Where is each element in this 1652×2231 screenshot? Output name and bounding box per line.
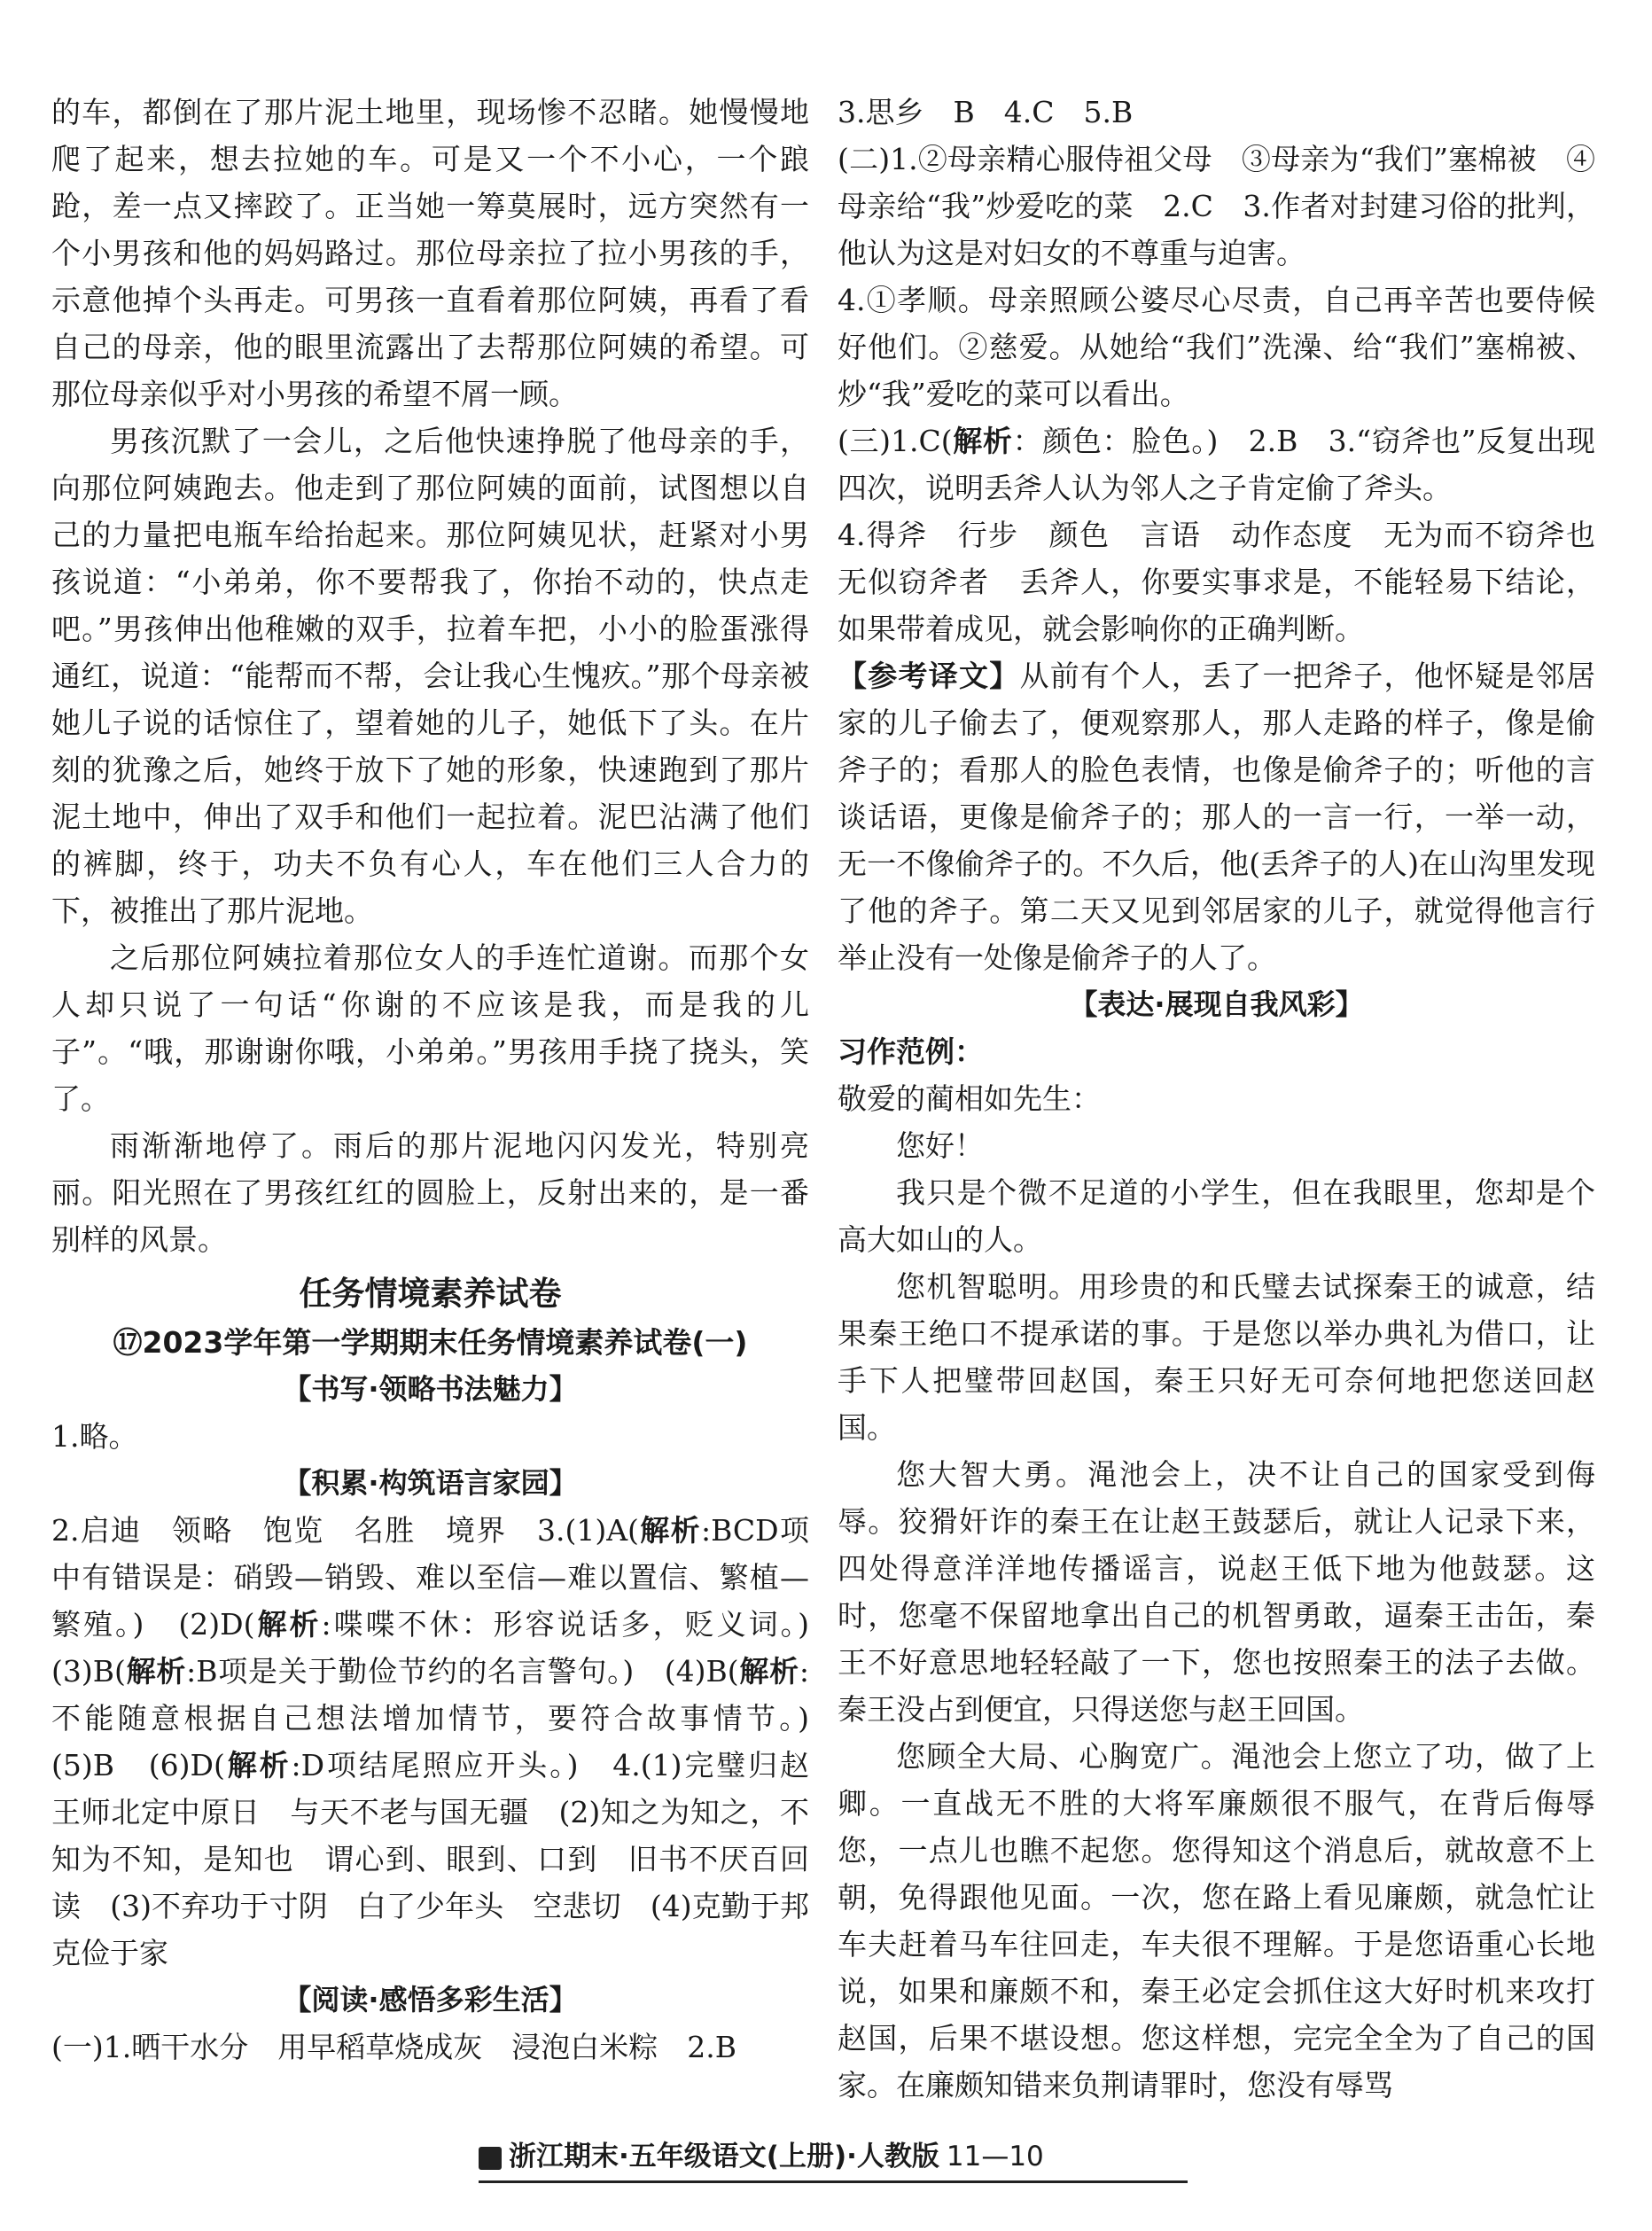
accum-text-6: :D项结尾照应开头。) 4.(1)完璧归赵 王师北定中原日 与天不老与国无疆 (2)知之为知之，不知为不知，是知也 谓心到、眼到、口到 旧书不厌百回读 (3)不弃功于寸阴 白了少年头 空悲切 (4)克勤于邦 克俭于家 [51, 1748, 839, 1970]
analysis-label: 解析 [224, 1748, 292, 1782]
accum-text-2: :BCD项中有错误是：硝毁—销毁、难以至信—难以置信、繁植—繁殖。) (2)D( [51, 1513, 809, 1642]
footer-title: 浙江期末·五年级语文(上册)·人教版 [509, 2141, 939, 2172]
section-reading: 【阅读·感悟多彩生活】 [283, 1983, 578, 2016]
analysis-label: 解析 [125, 1654, 187, 1689]
answer-1: 1.略。 [51, 1419, 138, 1454]
accum-text-1: 2.启迪 领略 饱览 名胜 境界 3.(1)A( [51, 1513, 639, 1548]
r3-text-a: (三)1.C( [838, 424, 953, 458]
right-column [838, 89, 1625, 2109]
footer-logo-icon [479, 2147, 502, 2170]
analysis-label: 解析 [254, 1607, 322, 1642]
story-paragraph-2: 男孩沉默了一会儿，之后他快速挣脱了他母亲的手，向那位阿姨跑去。他走到了那位阿姨的面前，试图想以自己的力量把电瓶车给抬起来。那位阿姨见状，赶紧对小男孩说道：“小弟弟，你不要帮我了，你抬不动的，快点走吧。”男孩伸出他稚嫩的双手，拉着车把，小小的脸蛋涨得通红，说道：“能帮而不帮，会让我心生愧疚。”那个母亲被她儿子说的话惊住了，望着她的儿子，她低下了头。在片刻的犹豫之后，她终于放下了她的形象，快速跑到了那片泥土地中，伸出了双手和他们一起拉着。泥巴沾满了他们的裤脚，终于，功夫不负有心人，车在他们三人合力的下，被推出了那片泥地。 [51, 424, 809, 928]
accum-text-3: :喋喋不休：形容说话多，贬义词。) (3)B( [51, 1607, 839, 1689]
translation [838, 652, 1595, 981]
reading-answer-2: 3.思乡 B 4.C 5.B [838, 95, 1134, 129]
left-column [51, 89, 839, 2071]
section-expression: 【表达·展现自我风彩】 [1069, 987, 1364, 1021]
letter-paragraph-2: 您机智聪明。用珍贵的和氏璧去试探秦王的诚意，结果秦王绝口不提承诺的事。于是您以举办典礼为借口，让手下人把璧带回赵国，秦王只好无可奈何地把您送回赵国。 [838, 1269, 1595, 1445]
sample-label: 习作范例： [838, 1034, 984, 1069]
letter-greeting: 您好！ [896, 1128, 984, 1163]
story-paragraph-1: 的车，都倒在了那片泥土地里，现场惨不忍睹。她慢慢地爬了起来，想去拉她的车。可是又一个不小心，一个踉跄，差一点又摔跤了。正当她一筹莫展时，远方突然有一个小男孩和他的妈妈路过。那位母亲拉了拉小男孩的手，示意他掉个头再走。可男孩一直看着那位阿姨，再看了看自己的母亲，他的眼里流露出了去帮那位阿姨的希望。可那位母亲似乎对小男孩的希望不屑一顾。 [51, 95, 809, 411]
reading-answer-part3-q4: 4.得斧 行步 颜色 言语 动作态度 无为而不窃斧也 无似窃斧者 丢斧人，你要实事求是，不能轻易下结论，如果带着成见，就会影响你的正确判断。 [838, 518, 1625, 646]
accumulation-answers [51, 1507, 839, 1977]
letter-paragraph-3: 您大智大勇。渑池会上，决不让自己的国家受到侮辱。狡猾奸诈的秦王在让赵王鼓瑟后，就让人记录下来，四处得意洋洋地传播谣言，说赵王低下地为他鼓瑟。这时，您毫不保留地拿出自己的机智勇敢，逼秦王击缶，秦王不好意思地轻轻敲了一下，您也按照秦王的法子去做。秦王没占到便宜，只得送您与赵王回国。 [838, 1457, 1595, 1727]
letter-paragraph-4: 您顾全大局、心胸宽广。渑池会上您立了功，做了上卿。一直战无不胜的大将军廉颇很不服气，在背后侮辱您，一点儿也瞧不起您。您得知这个消息后，就故意不上朝，免得跟他见面。一次，您在路上看见廉颇，就急忙让车夫赶着马车往回走，车夫很不理解。于是您语重心长地说，如果和廉颇不和，秦王必定会抓住这大好时机来攻打赵国，后果不堪设想。您这样想，完完全全为了自己的国家。在廉颇知错来负荆请罪时，您没有辱骂 [838, 1739, 1595, 2102]
analysis-label: 解析 [638, 1513, 701, 1548]
story-paragraph-4: 雨渐渐地停了。雨后的那片泥地闪闪发光，特别亮丽。阳光照在了男孩红红的圆脸上，反射出来的，是一番别样的风景。 [51, 1128, 809, 1257]
r3-text-b: ：颜色：脸色。) 2.B 3.“窃斧也”反复出现四次，说明丢斧人认为邻人之子肯定偷了斧头。 [838, 424, 1596, 505]
story-paragraph-3: 之后那位阿姨拉着那位女人的手连忙道谢。而那个女人却只说了一句话“你谢的不应该是我，而是我的儿子”。“哦，那谢谢你哦，小弟弟。”男孩用手挠了挠头，笑了。 [51, 940, 809, 1116]
accum-text-4: :B项是关于勤俭节约的名言警句。) (4)B( [186, 1654, 739, 1689]
section-accumulation: 【积累·构筑语言家园】 [283, 1466, 578, 1500]
exam-title: ⑰2023学年第一学期期末任务情境素养试卷(一) [113, 1325, 748, 1360]
accum-text-5: :不能随意根据自己想法增加情节，要符合故事情节。) (5)B (6)D( [51, 1654, 838, 1782]
reading-answer-1: (一)1.晒干水分 用早稻草烧成灰 浸泡白米粽 2.B [51, 2030, 736, 2064]
reading-answer-part2: (二)1.②母亲精心服侍祖父母 ③母亲为“我们”塞棉被 ④母亲给“我”炒爱吃的菜 2.C 3.作者对封建习俗的批判，他认为这是对妇女的不尊重与迫害。 [838, 142, 1595, 270]
section-writing: 【书写·领略书法魅力】 [283, 1372, 578, 1406]
reading-answer-part3 [838, 417, 1595, 511]
page-number: 11—10 [946, 2141, 1044, 2172]
translation-text: 从前有个人，丢了一把斧子，他怀疑是邻居家的儿子偷去了，便观察那人，那人走路的样子，像是偷斧子的；看那人的脸色表情，也像是偷斧子的；听他的言谈话语，更像是偷斧子的；那人的一言一行，一举一动，无一不像偷斧子的。不久后，他(丢斧子的人)在山沟里发现了他的斧子。第二天又见到邻居家的儿子，就觉得他言行举止没有一处像是偷斧子的人了。 [838, 659, 1595, 975]
section-heading: 任务情境素养试卷 [299, 1275, 562, 1313]
analysis-label: 解析 [738, 1654, 799, 1689]
letter-paragraph-1: 我只是个微不足道的小学生，但在我眼里，您却是个高大如山的人。 [838, 1175, 1595, 1257]
reading-answer-part2-q4: 4.①孝顺。母亲照顾公婆尽心尽责，自己再辛苦也要侍候好他们。②慈爱。从她给“我们”洗澡、给“我们”塞棉被、炒“我”爱吃的菜可以看出。 [838, 283, 1595, 411]
translation-label: 【参考译文】 [838, 659, 1020, 693]
letter-salutation: 敬爱的蔺相如先生： [838, 1081, 1101, 1116]
page-footer [479, 2136, 1188, 2183]
analysis-label: 解析 [952, 424, 1013, 458]
